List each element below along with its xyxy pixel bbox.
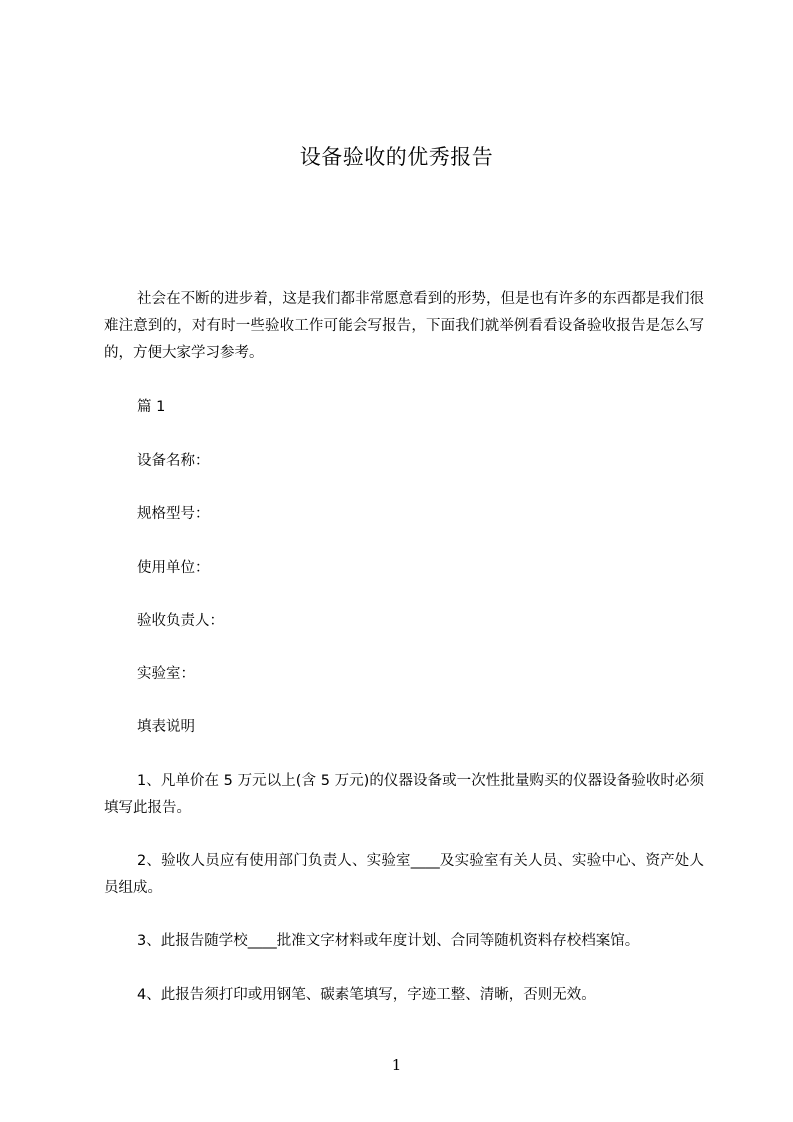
note-item-1: 1、凡单价在 5 万元以上(含 5 万元)的仪器设备或一次性批量购买的仪器设备验收时必须填写此报告。 [104, 773, 704, 816]
notes-heading: 填表说明 [137, 719, 195, 735]
field-model: 规格型号： [137, 506, 210, 522]
field-equipment-name: 设备名称： [137, 453, 210, 469]
section-label: 篇 1 [137, 399, 166, 415]
note-item-4: 4、此报告须打印或用钢笔、碳素笔填写，字迹工整、清晰，否则无效。 [137, 987, 596, 1003]
document-title: 设备验收的优秀报告 [299, 145, 494, 169]
field-laboratory: 实验室： [137, 666, 195, 682]
field-user-unit: 使用单位： [137, 560, 210, 576]
intro-paragraph: 社会在不断的进步着，这是我们都非常愿意看到的形势，但是也有许多的东西都是我们很难注意到的，对有时一些验收工作可能会写报告，下面我们就举例看看设备验收报告是怎么写的，方便大家学习参考。 [104, 291, 704, 361]
note-item-3: 3、此报告随学校____批准文字材料或年度计划、合同等随机资料存校档案馆。 [137, 933, 640, 949]
note-item-2: 2、验收人员应有使用部门负责人、实验室____及实验室有关人员、实验中心、资产处人员组成。 [104, 853, 704, 896]
page-number: 1 [391, 1056, 402, 1074]
field-acceptance-lead: 验收负责人： [137, 613, 224, 629]
